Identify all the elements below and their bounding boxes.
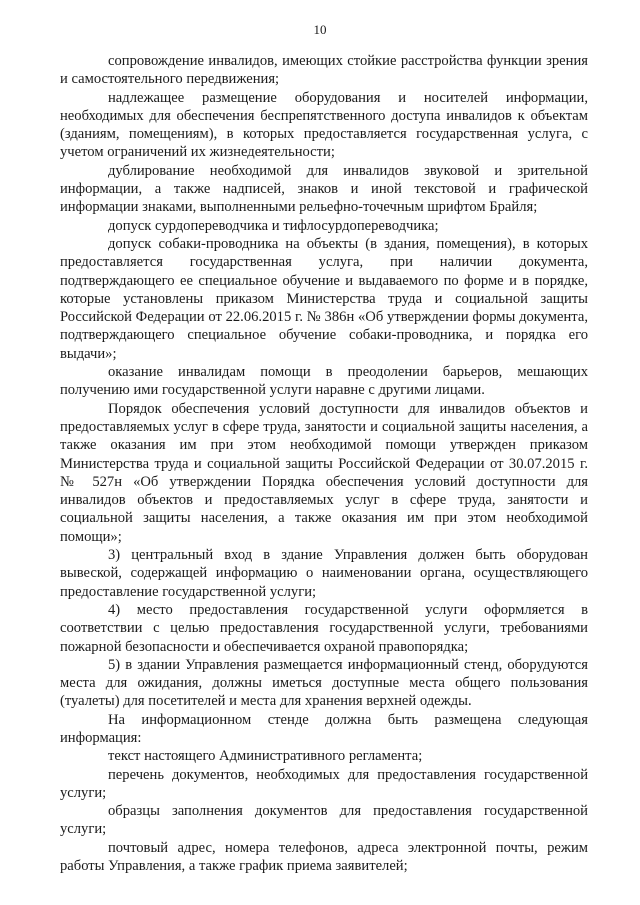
paragraph-12: текст настоящего Административного регламента; — [108, 748, 423, 765]
paragraph-15: почтовый адрес, номера телефонов, адреса электронной почты, режим работы Управления, а также график приема заявителей; — [60, 839, 588, 875]
paragraph-8: 3) центральный вход в здание Управления должен быть оборудован вывеской, содержащей информацию о наименовании органа, осуществляющего предоставление государственной услуги; — [60, 547, 588, 600]
paragraph-7: Порядок обеспечения условий доступности для инвалидов объектов и предоставляемых услуг в сфере труда, занятости и социальной защиты населения, а также оказания им при этом необходимой помощи утвержден приказом Министерства труда и социальной защиты Российской Федерации от 30.07.2015 г. № 527н «Об утверждении Порядка обеспечения условий доступности для инвалидов объектов и предоставляемых услуг в сфере труда, занятости и социальной защиты населения, а также оказания им при этом необходимой помощи»; — [60, 400, 588, 545]
paragraph-3: дублирование необходимой для инвалидов звуковой и зрительной информации, а также надписей, знаков и иной текстовой и графической информации знаками, выполненными рельефно-точечным шрифтом Брайля; — [60, 162, 588, 216]
paragraph-11: На информационном стенде должна быть размещена следующая информация: — [60, 711, 588, 746]
paragraph-10: 5) в здании Управления размещается информационный стенд, оборудуются места для ожидания, должны иметься доступные места общего пользования (туалеты) для посетителей и места для хранения верхней одежды. — [60, 656, 588, 710]
paragraph-1: сопровождение инвалидов, имеющих стойкие расстройства функции зрения и самостоятельного передвижения; — [60, 53, 588, 88]
paragraph-13: перечень документов, необходимых для предоставления государственной услуги; — [60, 766, 588, 801]
paragraph-14: образцы заполнения документов для предоставления государственной услуги; — [60, 803, 588, 838]
paragraph-4: допуск сурдопереводчика и тифлосурдопереводчика; — [108, 217, 439, 234]
paragraph-2: надлежащее размещение оборудования и носителей информации, необходимых для обеспечения беспрепятственного доступа инвалидов к объектам (зданиям, помещениям), в которых предоставляется государственная услуга, с учетом ограничений их жизнедеятельности; — [60, 89, 588, 161]
paragraph-5: допуск собаки-проводника на объекты (в здания, помещения), в которых предоставляется государственная услуга, при наличии документа, подтверждающего ее специальное обучение и выдаваемого по форме и в порядке, которые установлены приказом Министерства труда и социальной защиты Российской Федерации от 22.06.2015 г. № 386н «Об утверждении формы документа, подтверждающего специальное обучение собаки-проводника, и порядка его выдачи»; — [60, 235, 588, 362]
page-number: 10 — [313, 22, 327, 37]
paragraph-9: 4) место предоставления государственной услуги оформляется в соответствии с целью предоставления государственной услуги, требованиями пожарной безопасности и обеспечивается охраной правопорядка; — [60, 601, 588, 655]
document-body — [60, 52, 588, 875]
paragraph-6: оказание инвалидам помощи в преодолении барьеров, мешающих получению ими государственной услуги наравне с другими лицами. — [60, 364, 588, 399]
